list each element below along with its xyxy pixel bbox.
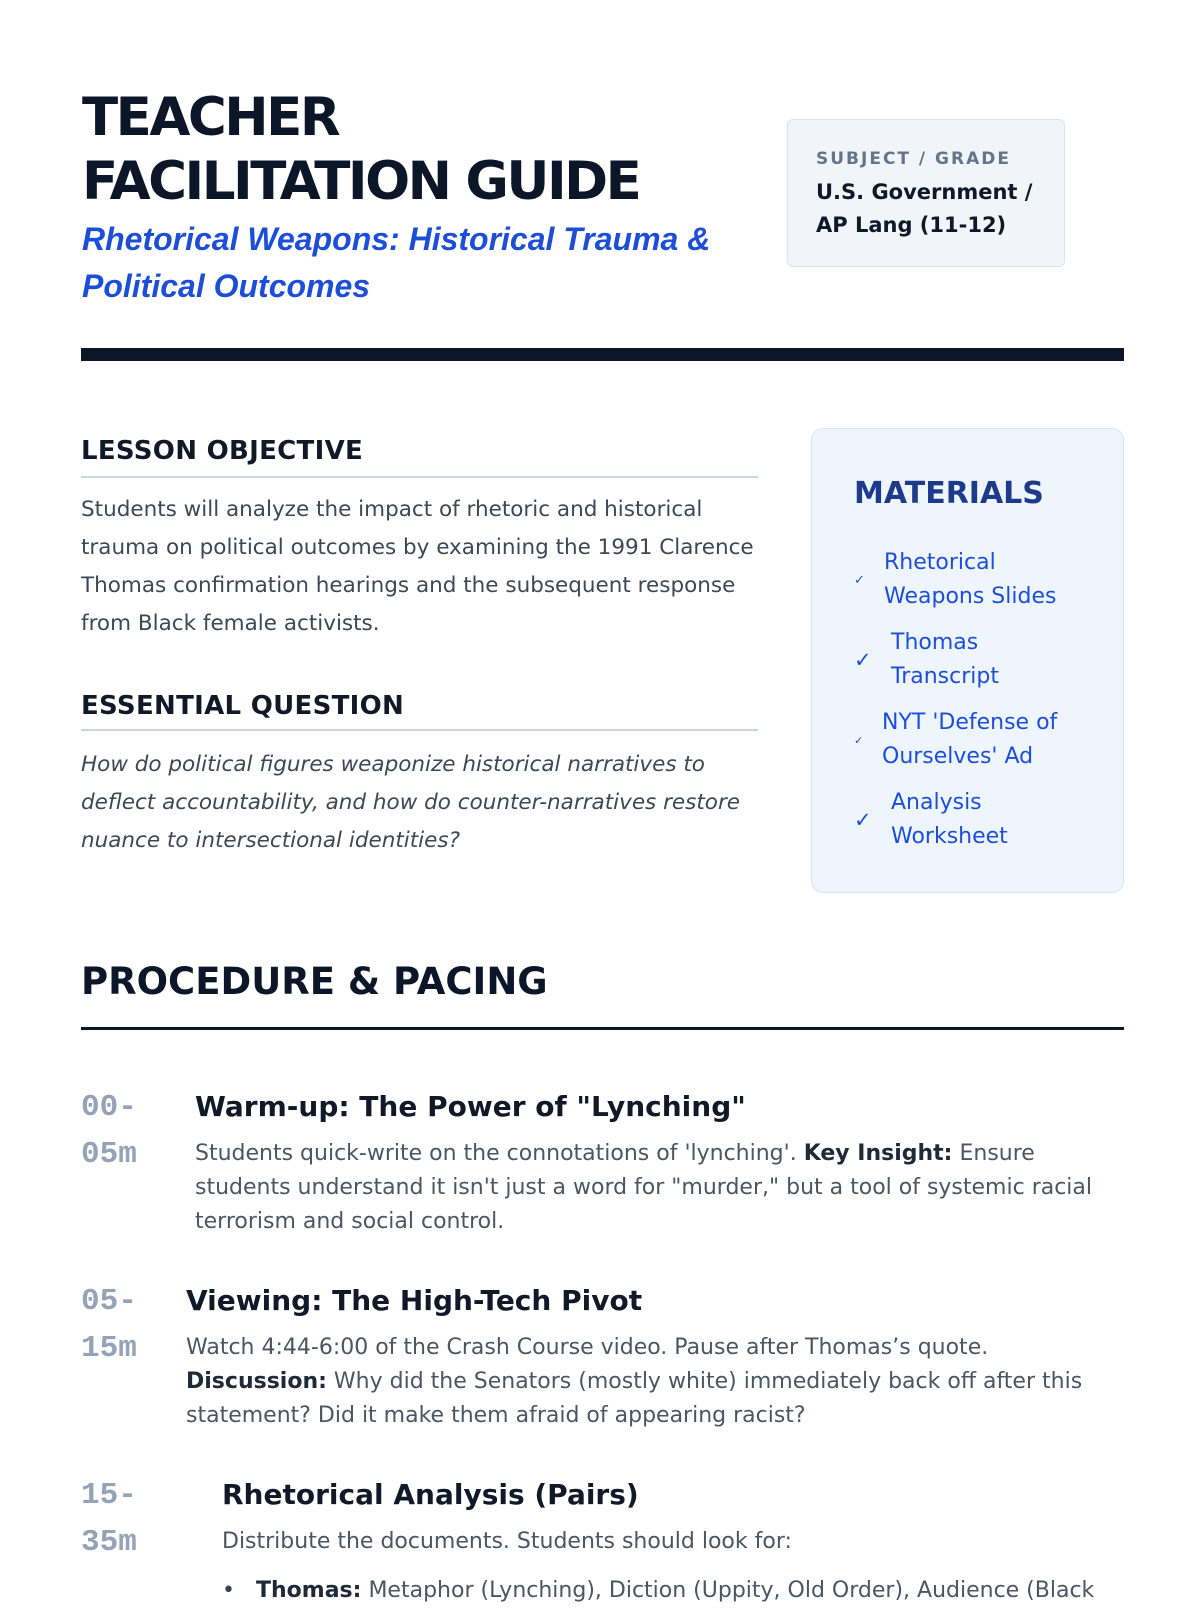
materials-item — [854, 626, 1081, 694]
step-time-start: 05- — [81, 1284, 137, 1319]
step-title: Warm-up: The Power of "Lynching" — [195, 1090, 746, 1123]
step-title: Rhetorical Analysis (Pairs) — [222, 1478, 639, 1511]
step-text: Students quick-write on the connotations of 'lynching'. — [195, 1141, 797, 1166]
step-key-label: Key Insight: — [803, 1141, 953, 1166]
materials-card — [811, 428, 1124, 893]
materials-item-label: Rhetorical Weapons Slides — [884, 550, 1057, 609]
step-time-end: 05m — [81, 1137, 137, 1172]
objective-heading: LESSON OBJECTIVE — [81, 436, 364, 466]
subject-grade-box — [787, 119, 1065, 267]
title-line-1: TEACHER — [82, 87, 339, 148]
materials-item-label: Thomas Transcript — [891, 630, 999, 689]
step-time-end: 15m — [81, 1331, 137, 1366]
materials-heading: MATERIALS — [854, 476, 1044, 511]
step-time — [81, 1084, 171, 1178]
step-time-end: 35m — [81, 1525, 137, 1560]
essential-question-text: How do political figures weaponize historical narratives to deflect accountability, and how do counter-narratives restore nuance to intersectional identities? — [81, 752, 741, 853]
materials-item-label: Analysis Worksheet — [891, 790, 1008, 849]
step-title: Viewing: The High-Tech Pivot — [186, 1284, 643, 1317]
procedure-rule — [81, 1027, 1124, 1030]
check-icon: ✓ — [854, 808, 872, 832]
step-time-start: 15- — [81, 1478, 137, 1513]
check-icon: ✓ — [854, 572, 865, 588]
page-title — [82, 86, 762, 214]
bullet-key-label: Thomas: — [256, 1578, 362, 1603]
step-bullet — [222, 1574, 1112, 1608]
materials-item — [854, 786, 1081, 854]
materials-item — [854, 706, 1082, 774]
subject-grade-value: U.S. Government / AP Lang (11-12) — [816, 180, 1033, 237]
bullet-text: Metaphor (Lynching), Diction (Uppity, Old Order), Audience (Black — [368, 1578, 1095, 1603]
objective-rule — [81, 476, 758, 478]
step-time — [81, 1278, 171, 1372]
procedure-heading: PROCEDURE & PACING — [81, 960, 548, 1003]
title-line-2: FACILITATION GUIDE — [82, 151, 640, 212]
check-icon: ✓ — [854, 733, 864, 747]
lesson-subtitle: Rhetorical Weapons: Historical Trauma & Political Outcomes — [82, 221, 711, 304]
essential-question-heading: ESSENTIAL QUESTION — [81, 691, 405, 721]
materials-item-label: NYT 'Defense of Ourselves' Ad — [882, 710, 1058, 769]
step-text: Ensure students understand it isn't just a word for "murder," but a tool of systemic racial terrorism and social control. — [195, 1141, 1093, 1234]
step-text: Why did the Senators (mostly white) immediately back off after this statement? Did it make them afraid of appearing racist? — [186, 1369, 1083, 1428]
materials-item — [854, 546, 1074, 614]
step-description: Distribute the documents. Students should look for: — [222, 1529, 792, 1554]
step-text: Watch 4:44-6:00 of the Crash Course video. Pause after Thomas’s quote. — [186, 1335, 989, 1360]
step-description — [186, 1331, 1086, 1433]
check-icon: ✓ — [854, 648, 872, 672]
step-time-start: 00- — [81, 1090, 137, 1125]
subject-grade-label: SUBJECT / GRADE — [816, 149, 1011, 169]
step-time — [81, 1472, 171, 1566]
step-description — [195, 1137, 1095, 1239]
header-divider — [81, 348, 1124, 361]
step-key-label: Discussion: — [186, 1369, 327, 1394]
essential-question-rule — [81, 729, 758, 731]
bullet-dot-icon: • — [222, 1578, 235, 1603]
objective-text: Students will analyze the impact of rhetoric and historical trauma on political outcomes by examining the 1991 Clarence Thomas confirmation hearings and the subsequent response from Black female activists. — [81, 497, 754, 636]
